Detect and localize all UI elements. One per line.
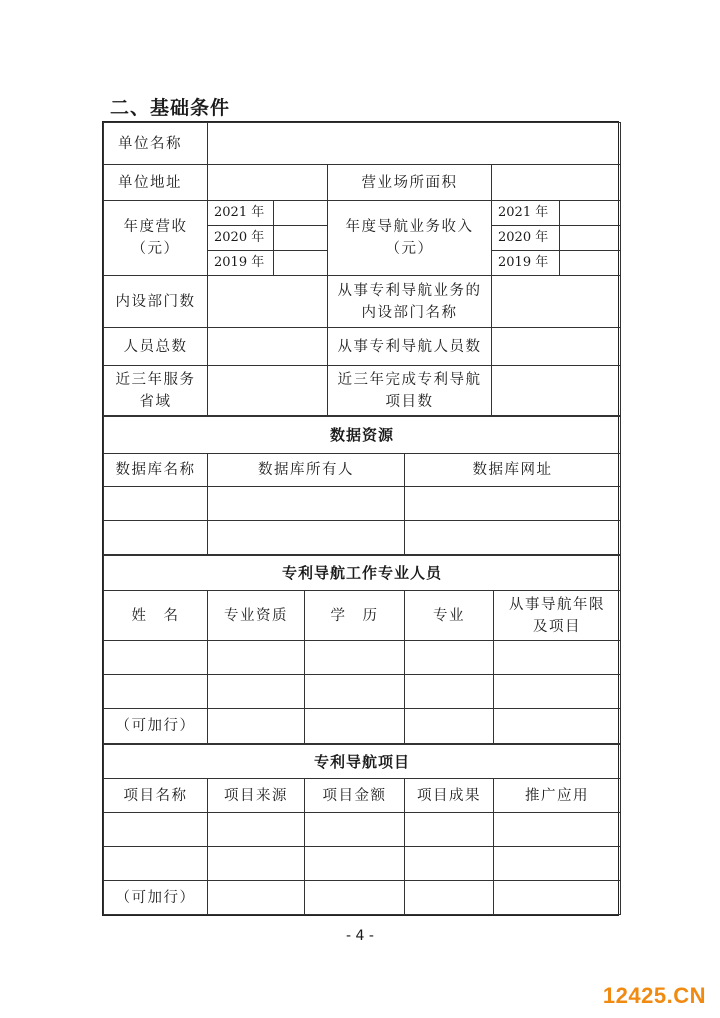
year-label: 2020 年: [208, 226, 274, 251]
table-row: [104, 487, 621, 521]
table-cell[interactable]: [104, 813, 208, 847]
nav-experience-line2: 及项目: [533, 618, 581, 635]
label-nav-staff: 从事专利导航人员数: [328, 328, 492, 366]
table-row: [104, 521, 621, 555]
table-cell[interactable]: [208, 881, 305, 915]
table-cell[interactable]: [405, 881, 494, 915]
annual-revenue-text: 年度营收: [123, 219, 188, 235]
header-database-name: 数据库名称: [104, 454, 208, 487]
year-label: 2019 年: [208, 251, 274, 276]
database-table: [103, 416, 621, 555]
header-project-result: 项目成果: [405, 779, 494, 813]
table-row: [104, 675, 621, 709]
field-completed-projects[interactable]: [492, 366, 621, 416]
label-service-area: [104, 366, 208, 416]
label-unit-address: 单位地址: [104, 165, 208, 201]
table-cell[interactable]: [405, 487, 621, 521]
label-internal-departments: 内设部门数: [104, 276, 208, 328]
header-education: 学 历: [305, 591, 405, 641]
table-row: [104, 641, 621, 675]
add-row-note: （可加行）: [104, 881, 208, 915]
nav-dept-name-line2: 内设部门名称: [361, 304, 458, 321]
table-row: [104, 881, 621, 915]
basic-conditions-form: [102, 121, 619, 916]
table-cell[interactable]: [305, 813, 405, 847]
table-cell[interactable]: [208, 847, 305, 881]
field-nav-dept-name[interactable]: [492, 276, 621, 328]
section-heading: 二、基础条件: [110, 97, 231, 119]
staff-section-title: 专利导航工作专业人员: [104, 556, 621, 591]
label-nav-dept-name: [328, 276, 492, 328]
table-cell[interactable]: [208, 813, 305, 847]
table-cell[interactable]: [104, 521, 208, 555]
table-cell[interactable]: [104, 675, 208, 709]
table-cell[interactable]: [405, 847, 494, 881]
table-cell[interactable]: [494, 881, 621, 915]
year-label: 2020 年: [492, 226, 560, 251]
row-staff-count: [104, 328, 621, 366]
field-unit-address[interactable]: [208, 165, 328, 201]
table-cell[interactable]: [494, 813, 621, 847]
table-cell[interactable]: [405, 709, 494, 744]
table-cell[interactable]: [305, 881, 405, 915]
service-area-line1: 近三年服务: [115, 371, 196, 388]
table-row: [104, 813, 621, 847]
header-name: 姓 名: [104, 591, 208, 641]
header-qualification: 专业资质: [208, 591, 305, 641]
header-project-amount: 项目金额: [305, 779, 405, 813]
label-completed-projects: [328, 366, 492, 416]
add-row-note: （可加行）: [104, 709, 208, 744]
header-project-name: 项目名称: [104, 779, 208, 813]
table-cell[interactable]: [104, 847, 208, 881]
nav-revenue-unit: （元）: [385, 241, 434, 257]
table-cell[interactable]: [305, 675, 405, 709]
table-cell[interactable]: [494, 675, 621, 709]
field-revenue-2020[interactable]: [274, 226, 328, 251]
annual-revenue-unit: （元）: [131, 241, 180, 257]
table-cell[interactable]: [208, 709, 305, 744]
projects-table: [103, 744, 621, 915]
table-cell[interactable]: [208, 521, 405, 555]
completed-projects-line2: 项目数: [385, 393, 434, 410]
nav-revenue-text: 年度导航业务收入: [345, 219, 474, 235]
table-cell[interactable]: [305, 847, 405, 881]
year-label: 2021 年: [208, 201, 274, 226]
header-database-owner: 数据库所有人: [208, 454, 405, 487]
watermark-logo: 12425.CN: [602, 983, 706, 1008]
header-major: 专业: [405, 591, 494, 641]
table-cell[interactable]: [405, 813, 494, 847]
field-total-staff[interactable]: [208, 328, 328, 366]
field-internal-departments[interactable]: [208, 276, 328, 328]
row-service-area: [104, 366, 621, 416]
table-cell[interactable]: [208, 641, 305, 675]
field-nav-revenue-2020[interactable]: [560, 226, 621, 251]
table-row: [104, 709, 621, 744]
field-unit-name[interactable]: [208, 123, 621, 165]
field-revenue-2019[interactable]: [274, 251, 328, 276]
projects-section-title: 专利导航项目: [104, 745, 621, 779]
staff-table: [103, 555, 621, 744]
table-row: [104, 847, 621, 881]
label-total-staff: 人员总数: [104, 328, 208, 366]
table-cell[interactable]: [208, 487, 405, 521]
row-departments: [104, 276, 621, 328]
field-nav-revenue-2019[interactable]: [560, 251, 621, 276]
table-cell[interactable]: [305, 709, 405, 744]
nav-dept-name-line1: 从事专利导航业务的: [337, 282, 482, 299]
label-business-area: 营业场所面积: [328, 165, 492, 201]
label-annual-revenue: [104, 201, 208, 276]
database-section-title: 数据资源: [104, 417, 621, 454]
field-service-area[interactable]: [208, 366, 328, 416]
basic-info-table: [103, 122, 621, 416]
table-cell[interactable]: [104, 641, 208, 675]
label-unit-name: 单位名称: [104, 123, 208, 165]
row-unit-name: [104, 123, 621, 165]
page-number: - 4 -: [346, 928, 374, 944]
table-cell[interactable]: [494, 641, 621, 675]
year-label: 2021 年: [492, 201, 560, 226]
table-cell[interactable]: [405, 641, 494, 675]
header-database-url: 数据库网址: [405, 454, 621, 487]
table-cell[interactable]: [405, 521, 621, 555]
row-revenue-2021: [104, 201, 621, 226]
table-cell[interactable]: [305, 641, 405, 675]
table-cell[interactable]: [494, 709, 621, 744]
header-project-source: 项目来源: [208, 779, 305, 813]
row-unit-address: [104, 165, 621, 201]
table-cell[interactable]: [208, 675, 305, 709]
field-revenue-2021[interactable]: [274, 201, 328, 226]
field-business-area[interactable]: [492, 165, 621, 201]
completed-projects-line1: 近三年完成专利导航: [337, 371, 482, 388]
table-cell[interactable]: [494, 847, 621, 881]
field-nav-revenue-2021[interactable]: [560, 201, 621, 226]
year-label: 2019 年: [492, 251, 560, 276]
header-nav-experience: [494, 591, 621, 641]
field-nav-staff[interactable]: [492, 328, 621, 366]
table-cell[interactable]: [405, 675, 494, 709]
label-nav-revenue: [328, 201, 492, 276]
table-cell[interactable]: [104, 487, 208, 521]
service-area-line2: 省域: [139, 393, 172, 410]
header-promotion: 推广应用: [494, 779, 621, 813]
nav-experience-line1: 从事导航年限: [509, 596, 605, 613]
